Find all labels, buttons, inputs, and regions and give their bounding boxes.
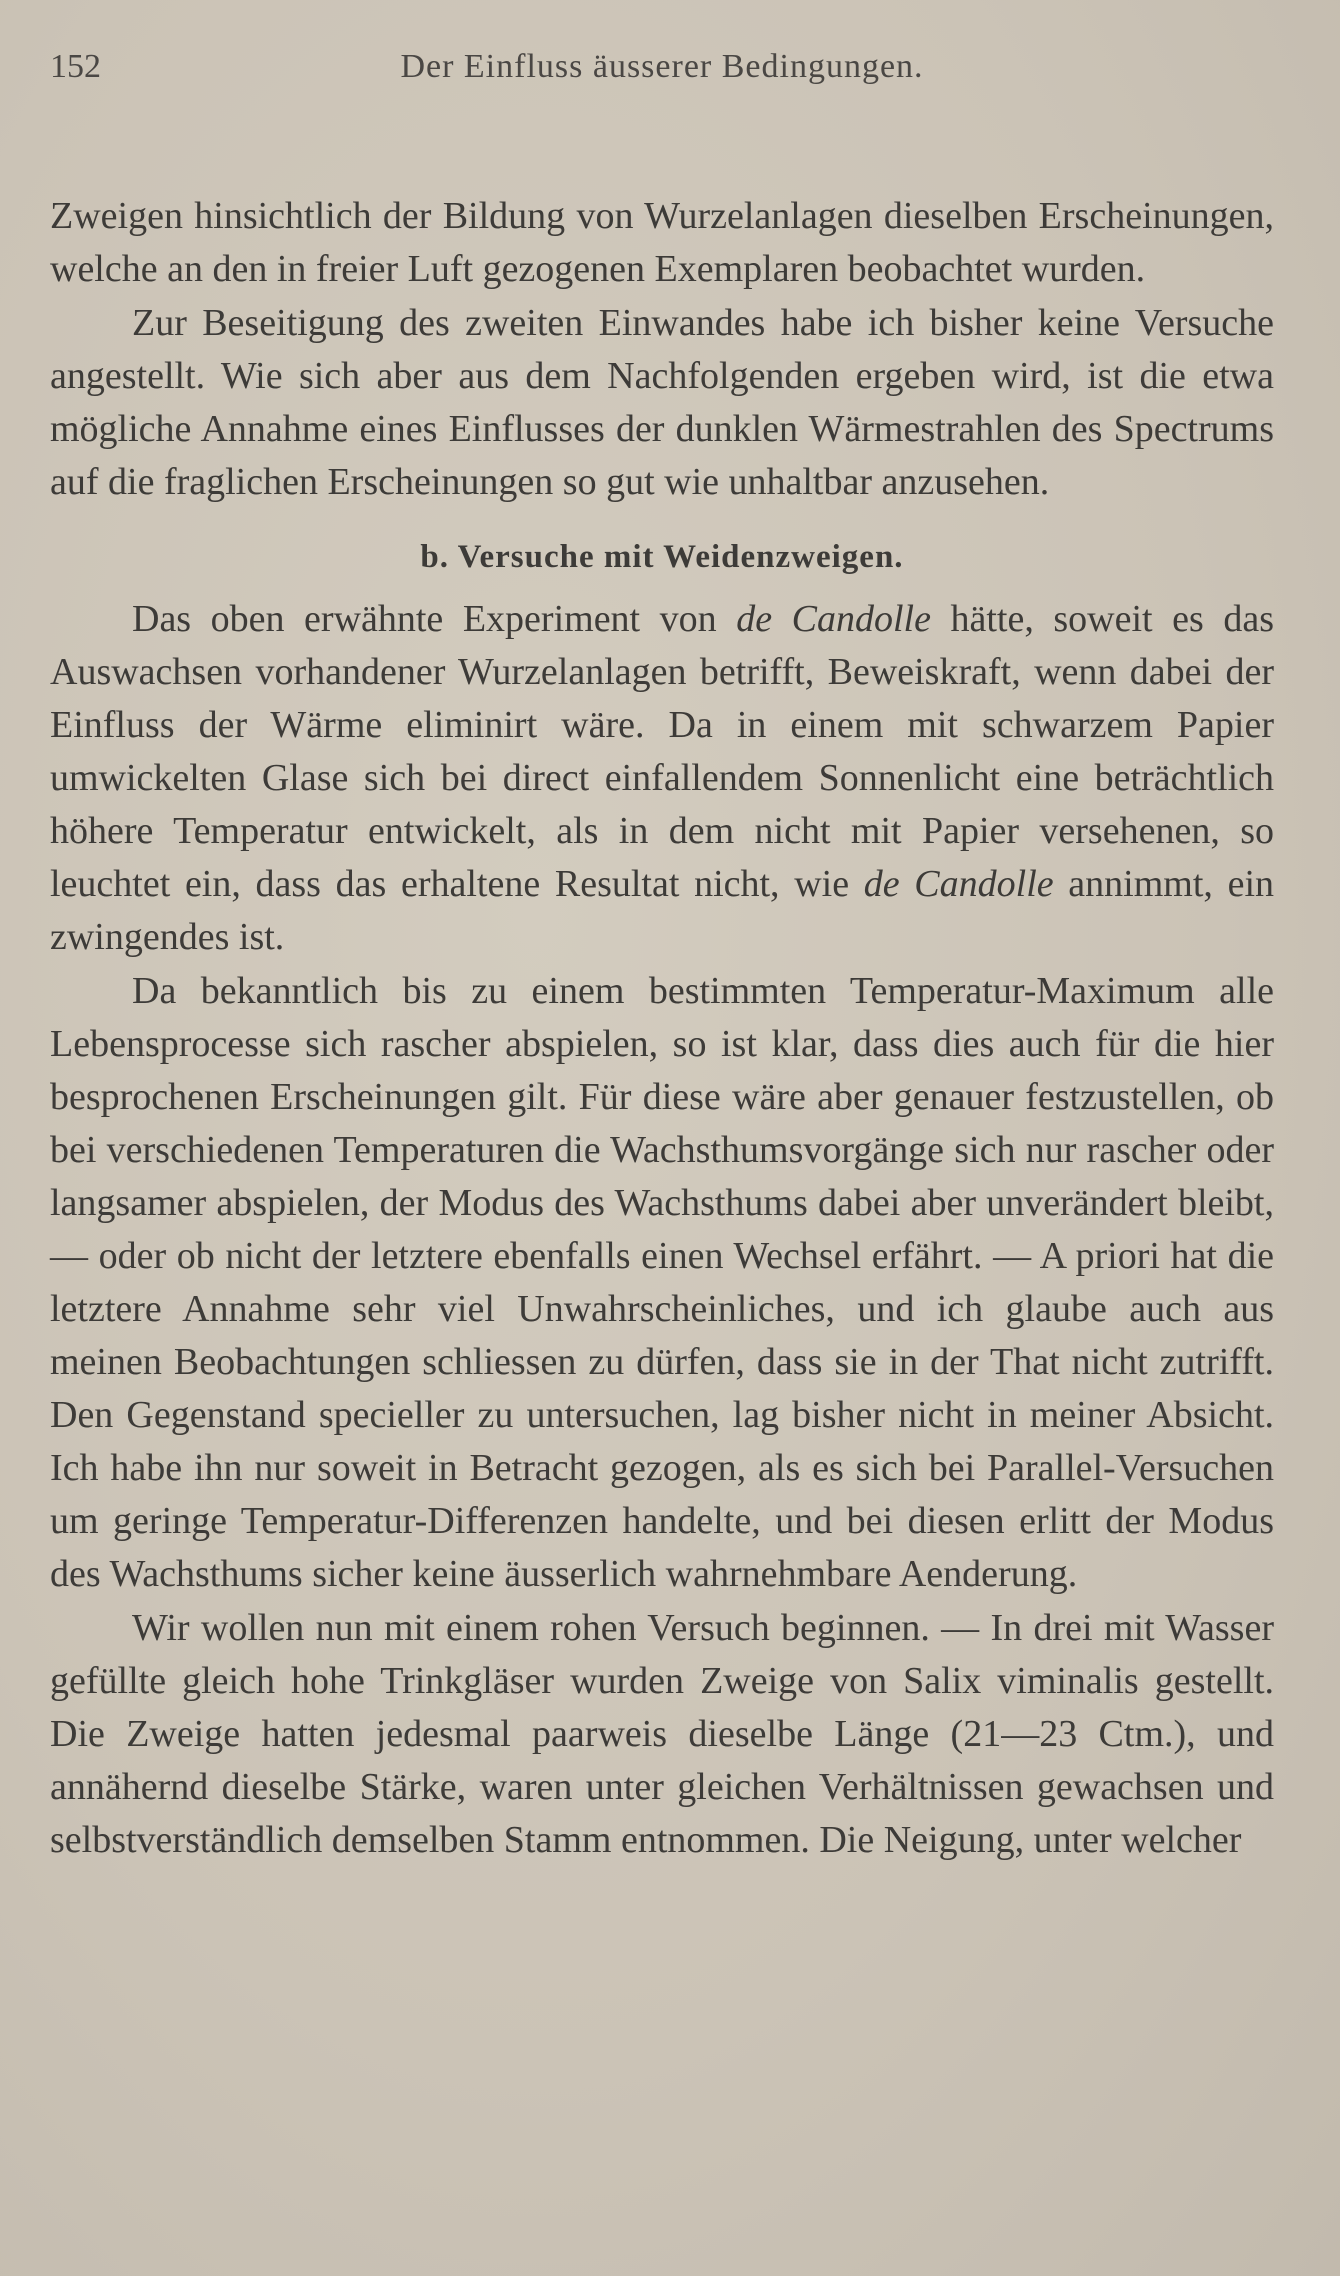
text-run: Das oben erwähnte Experiment von <box>132 598 737 640</box>
running-title: Der Einfluss äusserer Bedingungen. <box>400 48 924 85</box>
running-head <box>50 48 1274 104</box>
page-number: 152 <box>50 48 101 85</box>
body-text <box>50 190 1274 1867</box>
text-run: hätte, soweit es das Auswachsen vorhandener Wurzelanlagen betrifft, Beweiskraft, wenn dabei der Einfluss der Wärme eliminirt wäre. Da in einem mit schwarzem Papier umwickelten Glase sich bei direct einfallendem Sonnenlicht eine beträchtlich höhere Temperatur entwickelt, als in dem nicht mit Papier versehenen, so leuchtet ein, dass das erhaltene Resultat nicht, wie <box>50 598 1274 905</box>
paragraph-continued: Zweigen hinsichtlich der Bildung von Wurzelanlagen dieselben Erscheinungen, welche an den in freier Luft gezogenen Exemplaren beobachtet wurden. <box>50 195 1274 290</box>
paragraph: Da bekanntlich bis zu einem bestimmten Temperatur-Maximum alle Lebensprocesse sich rascher abspielen, so ist klar, dass dies auch für die hier besprochenen Erscheinungen gilt. Für diese wäre aber genauer festzustellen, ob bei verschiedenen Temperaturen die Wachsthumsvorgänge sich nur rascher oder langsamer abspielen, der Modus des Wachsthums dabei aber unverändert bleibt, — oder ob nicht der letztere ebenfalls einen Wechsel erfährt. — A priori hat die letztere Annahme sehr viel Unwahrscheinliches, und ich glaube auch aus meinen Beobachtungen schliessen zu dürfen, dass sie in der That nicht zutrifft. Den Gegenstand specieller zu untersuchen, lag bisher nicht in meiner Absicht. Ich habe ihn nur soweit in Betracht gezogen, als es sich bei Parallel-Versuchen um geringe Temperatur-Differenzen handelte, und bei diesen erlitt der Modus des Wachsthums sicher keine äusserlich wahrnehmbare Aenderung. <box>50 970 1274 1595</box>
paragraph-candolle <box>50 593 1274 964</box>
text-run: annimmt, ein zwingendes ist. <box>50 863 1274 958</box>
paragraph: Wir wollen nun mit einem rohen Versuch beginnen. — In drei mit Wasser gefüllte gleich hohe Trinkgläser wurden Zweige von Salix viminalis gestellt. Die Zweige hatten jedesmal paarweis dieselbe Länge (21—23 Ctm.), und annähernd dieselbe Stärke, waren unter gleichen Verhältnissen gewachsen und selbstverständlich demselben Stamm entnommen. Die Neigung, unter welcher <box>50 1607 1274 1861</box>
author-name: de Candolle <box>736 598 931 640</box>
paragraph: Zur Beseitigung des zweiten Einwandes habe ich bisher keine Versuche angestellt. Wie sich aber aus dem Nachfolgenden ergeben wird, ist die etwa mögliche Annahme eines Einflusses der dunklen Wärmestrahlen des Spectrums auf die fraglichen Erscheinungen so gut wie unhaltbar anzusehen. <box>50 302 1274 503</box>
section-heading: b. Versuche mit Weidenzweigen. <box>420 539 904 575</box>
author-name: de Candolle <box>863 863 1054 905</box>
